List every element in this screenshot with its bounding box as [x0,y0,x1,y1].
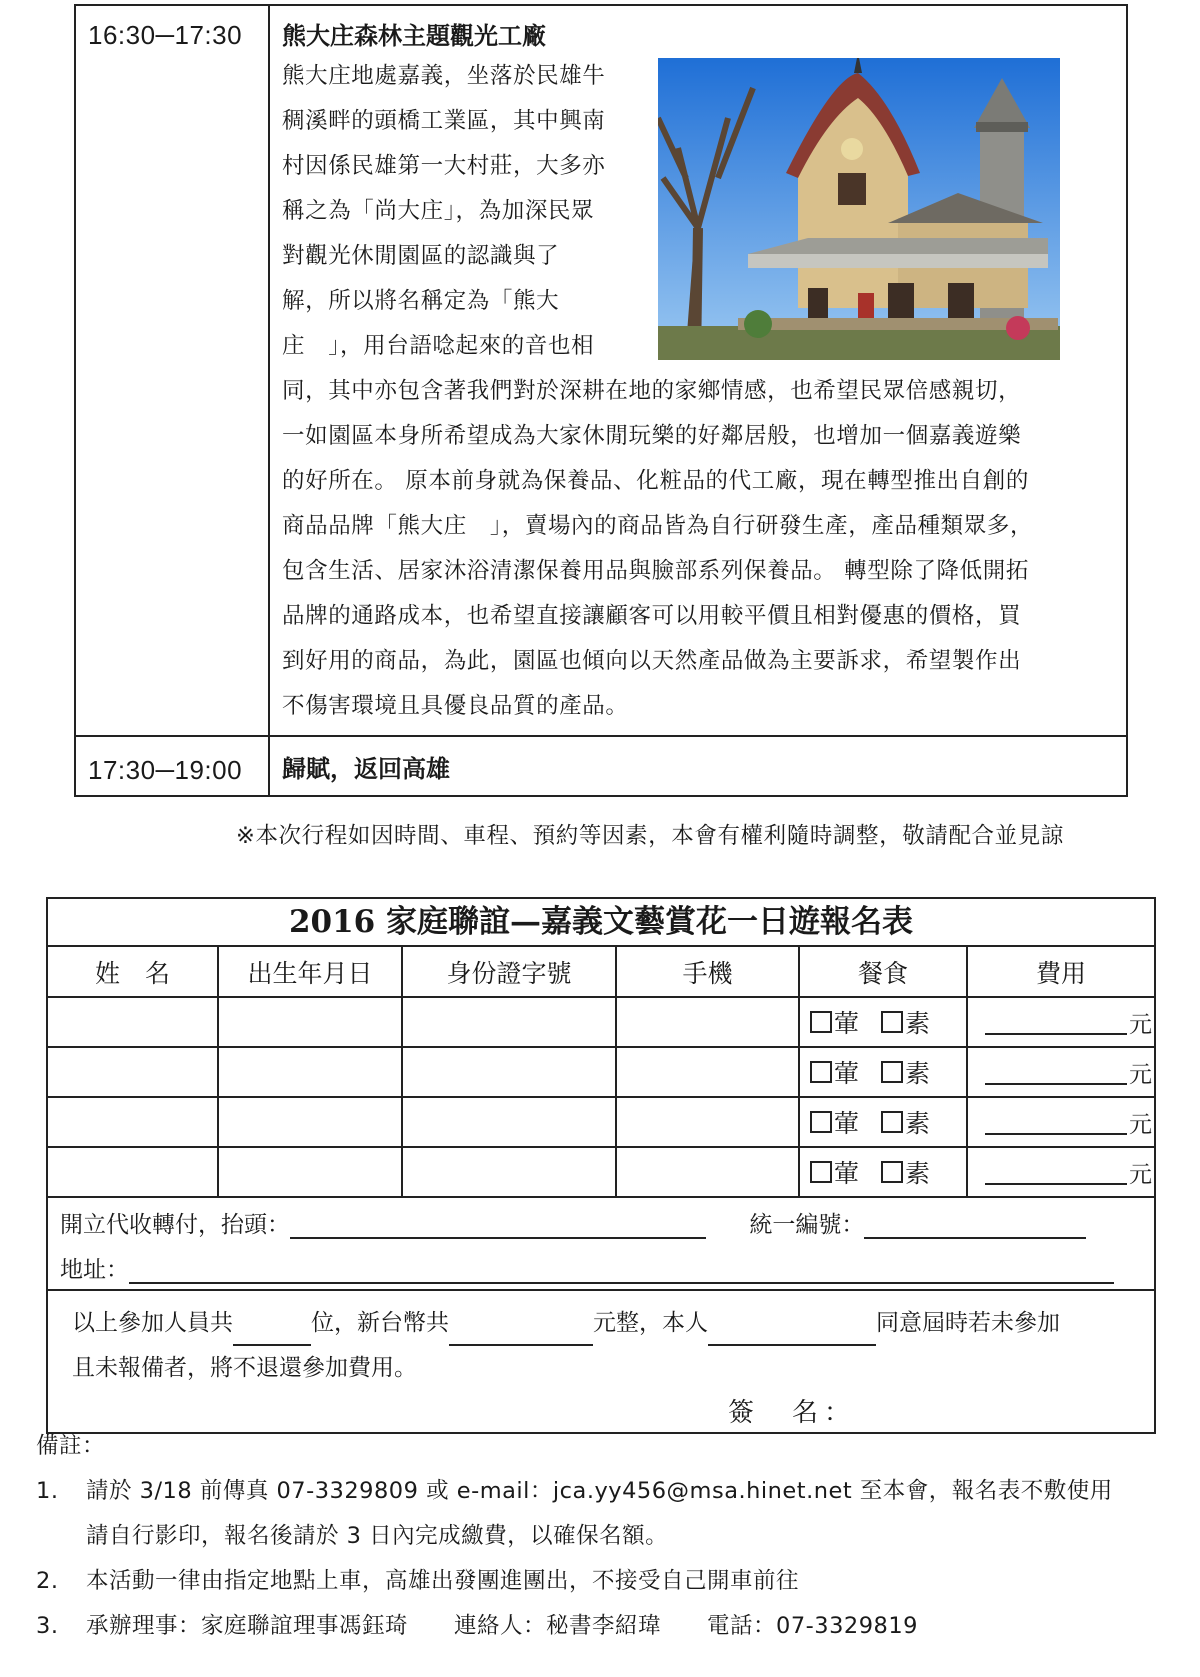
name-cell[interactable] [48,1147,218,1197]
remark-line: 請於 3/18 前傳真 07-3329809 或 e-mail：jca.yy456@msa.hinet.net 至本會，報名表不敷使用 [86,1478,1113,1504]
header-row [48,947,1154,997]
address-row [60,1251,1124,1287]
remarks-label: 備註： [36,1433,106,1459]
meal-cell [799,1047,967,1097]
meat-label: 葷 [834,1159,860,1188]
schedule-note: ※本次行程如因時間、車程、預約等因素，本會有權利隨時調整，敬請配合並見諒 [236,823,1064,849]
description-line: 到好用的商品，為此，園區也傾向以天然產品做為主要訴求，希望製作出 [282,648,1022,674]
itinerary-body [270,737,1126,795]
meat-checkbox[interactable] [810,1111,832,1133]
description-line: 稱之為「尚大庄」，為加深民眾 [282,198,595,224]
id-number-cell[interactable] [402,1147,616,1197]
remark-item [36,1604,1176,1649]
itinerary-row [76,737,1126,795]
consent-line: 且未報備者，將不退還參加費用。 [72,1355,417,1381]
itinerary-title: 歸賦，返回高雄 [282,755,450,783]
remark-line: 請自行影印，報名後請於 3 日內完成繳費，以確保名額。 [86,1523,669,1549]
meat-label: 葷 [834,1109,860,1138]
mobile-cell[interactable] [616,997,799,1047]
table-row [48,1047,1154,1097]
name-cell[interactable] [48,997,218,1047]
consent-text: 同意屆時若未參加 [876,1310,1060,1336]
name-cell[interactable] [48,1047,218,1097]
fee-blank[interactable] [985,1133,1127,1135]
description-line: 不傷害環境且具優良品質的產品。 [282,693,629,719]
fee-cell [967,997,1154,1047]
currency-label: 元 [1129,1111,1152,1138]
remark-number: 3. [36,1613,59,1639]
veg-checkbox[interactable] [881,1011,903,1033]
meat-label: 葷 [834,1009,860,1038]
address-label: 地址： [60,1257,129,1283]
form-title: 2016 家庭聯誼—嘉義文藝賞花一日遊報名表 [48,899,1154,947]
fee-blank[interactable] [985,1083,1127,1085]
table-row [48,1147,1154,1197]
description-line: 熊大庄地處嘉義，坐落於民雄牛 [282,63,606,89]
description-line: 對觀光休閒園區的認識與了 [282,243,560,269]
remark-text [86,1559,1176,1604]
veg-label: 素 [905,1159,931,1188]
veg-label: 素 [905,1009,931,1038]
invoice-title-label: 開立代收轉付，抬頭： [60,1212,290,1238]
description-line: 品牌的通路成本，也希望直接讓顧客可以用較平價且相對優惠的價格，買 [282,603,1022,629]
mobile-cell[interactable] [616,1097,799,1147]
registration-form [46,897,1156,1434]
itinerary-row [76,6,1126,737]
itinerary-title: 熊大庄森林主題觀光工廠 [282,22,546,50]
fee-cell [967,1147,1154,1197]
consent-section [48,1291,1154,1432]
remark-number: 2. [36,1568,59,1594]
veg-label: 素 [905,1109,931,1138]
itinerary-table [74,4,1128,797]
id-number-cell[interactable] [402,1097,616,1147]
header-name: 姓 名 [48,947,218,997]
description-line: 解，所以將名稱定為「熊大 [282,288,560,314]
header-birthdate: 出生年月日 [218,947,402,997]
name-cell[interactable] [48,1097,218,1147]
fee-cell [967,1097,1154,1147]
invoice-row [60,1206,1124,1242]
header-fee: 費用 [967,947,1154,997]
invoice-title-input[interactable] [290,1237,706,1239]
consent-text: 位，新台幣共 [311,1310,449,1336]
id-number-cell[interactable] [402,1047,616,1097]
tax-id-label: 統一編號： [749,1212,865,1238]
fee-blank[interactable] [985,1033,1127,1035]
description-line: 一如園區本身所希望成為大家休閒玩樂的好鄰居般，也增加一個嘉義遊樂 [282,423,1022,449]
mobile-cell[interactable] [616,1147,799,1197]
meat-label: 葷 [834,1059,860,1088]
description-line: 包含生活、居家沐浴清潔保養用品與臉部系列保養品。 轉型除了降低開拓 [282,558,1029,584]
description-line: 同，其中亦包含著我們對於深耕在地的家鄉情感，也希望民眾倍感親切， [282,378,1022,404]
birthdate-cell[interactable] [218,1047,402,1097]
remark-text [86,1469,1176,1559]
veg-checkbox[interactable] [881,1111,903,1133]
description-line: 商品品牌「熊大庄 」，賣場內的商品皆為自行研發生產，產品種類眾多， [282,513,1034,539]
remark-item [36,1469,1176,1559]
header-mobile: 手機 [616,947,799,997]
meat-checkbox[interactable] [810,1011,832,1033]
veg-checkbox[interactable] [881,1061,903,1083]
signer-name-input[interactable] [708,1316,876,1346]
consent-line [72,1301,1134,1346]
id-number-cell[interactable] [402,997,616,1047]
participant-count-input[interactable] [233,1316,311,1346]
meal-cell [799,1147,967,1197]
registration-table [48,947,1154,1198]
fee-cell [967,1047,1154,1097]
total-amount-input[interactable] [449,1316,593,1346]
tax-id-input[interactable] [864,1237,1086,1239]
description-line: 村因係民雄第一大村莊，大多亦 [282,153,606,179]
birthdate-cell[interactable] [218,1097,402,1147]
consent-text: 以上參加人員共 [72,1310,233,1336]
consent-text: 元整，本人 [593,1310,708,1336]
remark-line: 本活動一律由指定地點上車，高雄出發團進團出，不接受自己開車前往 [86,1568,800,1594]
currency-label: 元 [1129,1161,1152,1188]
description-line: 稠溪畔的頭橋工業區，其中興南 [282,108,606,134]
remark-item [36,1559,1176,1604]
currency-label: 元 [1129,1011,1152,1038]
meal-cell [799,1097,967,1147]
signature-label: 簽 名： [728,1398,857,1428]
invoice-section [48,1198,1154,1291]
mobile-cell[interactable] [616,1047,799,1097]
meal-cell [799,997,967,1047]
factory-photo [658,58,1060,360]
meat-checkbox[interactable] [810,1061,832,1083]
birthdate-cell[interactable] [218,997,402,1047]
description-line: 的好所在。 原本前身就為保養品、化粧品的代工廠，現在轉型推出自創的 [282,468,1029,494]
veg-checkbox[interactable] [881,1161,903,1183]
itinerary-time: 17:30─19:00 [76,737,270,795]
table-row [48,997,1154,1047]
description-line: 庄 」，用台語唸起來的音也相 [282,333,595,359]
itinerary-body [270,6,1126,735]
fee-blank[interactable] [985,1183,1127,1185]
factory-photo-illustration [658,58,1060,360]
remark-text [86,1604,1176,1649]
remark-number: 1. [36,1478,59,1504]
itinerary-time: 16:30─17:30 [76,6,270,735]
remarks [36,1424,1176,1649]
table-row [48,1097,1154,1147]
meat-checkbox[interactable] [810,1161,832,1183]
header-meal: 餐食 [799,947,967,997]
currency-label: 元 [1129,1061,1152,1088]
birthdate-cell[interactable] [218,1147,402,1197]
address-input[interactable] [129,1282,1114,1284]
remark-line: 承辦理事：家庭聯誼理事馮鈺琦 連絡人：秘書李紹瑋 電話：07-3329819 [86,1613,918,1639]
veg-label: 素 [905,1059,931,1088]
header-id-number: 身份證字號 [402,947,616,997]
